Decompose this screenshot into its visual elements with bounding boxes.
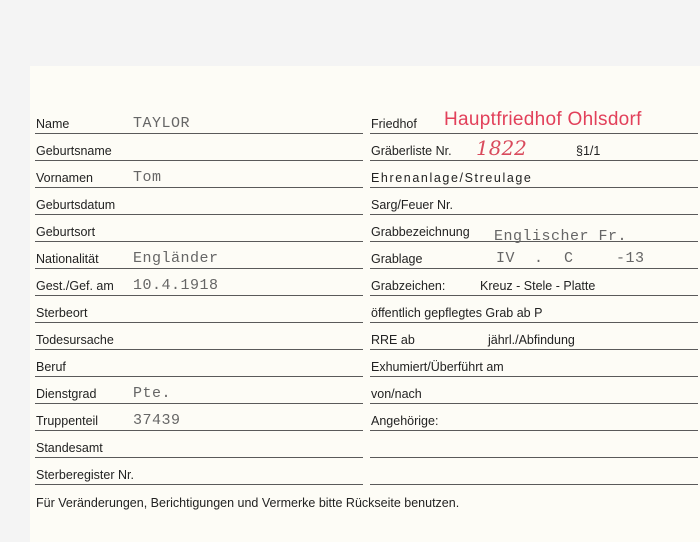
value-grablage-4: -13 xyxy=(616,250,645,267)
field-grabzeichen xyxy=(370,271,698,296)
field-geburtsort xyxy=(35,217,363,242)
value-truppenteil: 37439 xyxy=(133,412,181,429)
label-grabbezeichnung: Grabbezeichnung xyxy=(371,225,470,239)
label-vonnach: von/nach xyxy=(371,387,422,401)
label-beruf: Beruf xyxy=(36,360,66,374)
footer-note: Für Veränderungen, Berichtigungen und Vermerke bitte Rückseite benutzen. xyxy=(36,496,460,510)
field-ehrenanlage xyxy=(370,163,698,188)
label-sterberegister: Sterberegister Nr. xyxy=(36,468,134,482)
field-gestorben xyxy=(35,271,363,296)
field-gepflegt xyxy=(370,298,698,323)
field-angehoerige-line-3 xyxy=(370,460,698,485)
value-rre: jährl./Abfindung xyxy=(488,333,575,347)
field-standesamt xyxy=(35,433,363,458)
label-nationalitaet: Nationalität xyxy=(36,252,99,266)
field-sterbeort xyxy=(35,298,363,323)
field-grablage xyxy=(370,244,698,269)
label-ehrenanlage: Ehrenanlage/Streulage xyxy=(371,171,533,185)
value-vornamen: Tom xyxy=(133,169,162,186)
field-angehoerige-line-2 xyxy=(370,433,698,458)
label-sterbeort: Sterbeort xyxy=(36,306,88,320)
label-gestorben: Gest./Gef. am xyxy=(36,279,114,293)
field-beruf xyxy=(35,352,363,377)
value-grablage-3: C xyxy=(564,250,574,267)
grave-record-card xyxy=(30,66,700,542)
value-grablage-2: . xyxy=(534,250,544,267)
label-geburtsort: Geburtsort xyxy=(36,225,96,239)
label-grabzeichen: Grabzeichen: xyxy=(371,279,446,293)
field-todesursache xyxy=(35,325,363,350)
label-friedhof: Friedhof xyxy=(371,117,417,131)
value-nationalitaet: Engländer xyxy=(133,250,219,267)
label-gepflegt: öffentlich gepflegtes Grab ab P xyxy=(371,306,543,320)
label-angehoerige: Angehörige: xyxy=(371,414,439,428)
label-grablage: Grablage xyxy=(371,252,423,266)
value-name: TAYLOR xyxy=(133,115,191,132)
label-geburtsname: Geburtsname xyxy=(36,144,112,158)
value-grabbezeichnung: Englischer Fr. xyxy=(494,228,628,245)
field-name xyxy=(35,109,363,134)
field-truppenteil xyxy=(35,406,363,431)
field-dienstgrad xyxy=(35,379,363,404)
value-grablage-1: IV xyxy=(496,250,516,267)
field-rre xyxy=(370,325,698,350)
label-dienstgrad: Dienstgrad xyxy=(36,387,97,401)
label-todesursache: Todesursache xyxy=(36,333,114,347)
field-friedhof xyxy=(370,109,698,134)
field-grabbezeichnung xyxy=(370,217,698,245)
label-sarg: Sarg/Feuer Nr. xyxy=(371,198,453,212)
value-grabzeichen: Kreuz - Stele - Platte xyxy=(480,279,596,293)
field-angehoerige xyxy=(370,406,698,431)
value-graeberliste: 1822 xyxy=(476,136,527,160)
label-name: Name xyxy=(36,117,70,131)
value-graeberliste-suffix: §1/1 xyxy=(576,144,601,158)
field-nationalitaet xyxy=(35,244,363,269)
label-geburtsdatum: Geburtsdatum xyxy=(36,198,116,212)
field-vornamen xyxy=(35,163,363,188)
value-friedhof: Hauptfriedhof Ohlsdorf xyxy=(444,109,642,130)
label-truppenteil: Truppenteil xyxy=(36,414,99,428)
field-sterberegister xyxy=(35,460,363,485)
label-rre: RRE ab xyxy=(371,333,415,347)
field-graeberliste xyxy=(370,136,698,161)
label-exhumiert: Exhumiert/Überführt am xyxy=(371,360,504,374)
field-geburtsname xyxy=(35,136,363,161)
value-gestorben: 10.4.1918 xyxy=(133,277,219,294)
value-dienstgrad: Pte. xyxy=(133,385,172,402)
field-exhumiert xyxy=(370,352,698,377)
field-vonnach xyxy=(370,379,698,404)
label-standesamt: Standesamt xyxy=(36,441,103,455)
field-geburtsdatum xyxy=(35,190,363,215)
field-sarg xyxy=(370,190,698,215)
label-graeberliste: Gräberliste Nr. xyxy=(371,144,452,158)
label-vornamen: Vornamen xyxy=(36,171,93,185)
